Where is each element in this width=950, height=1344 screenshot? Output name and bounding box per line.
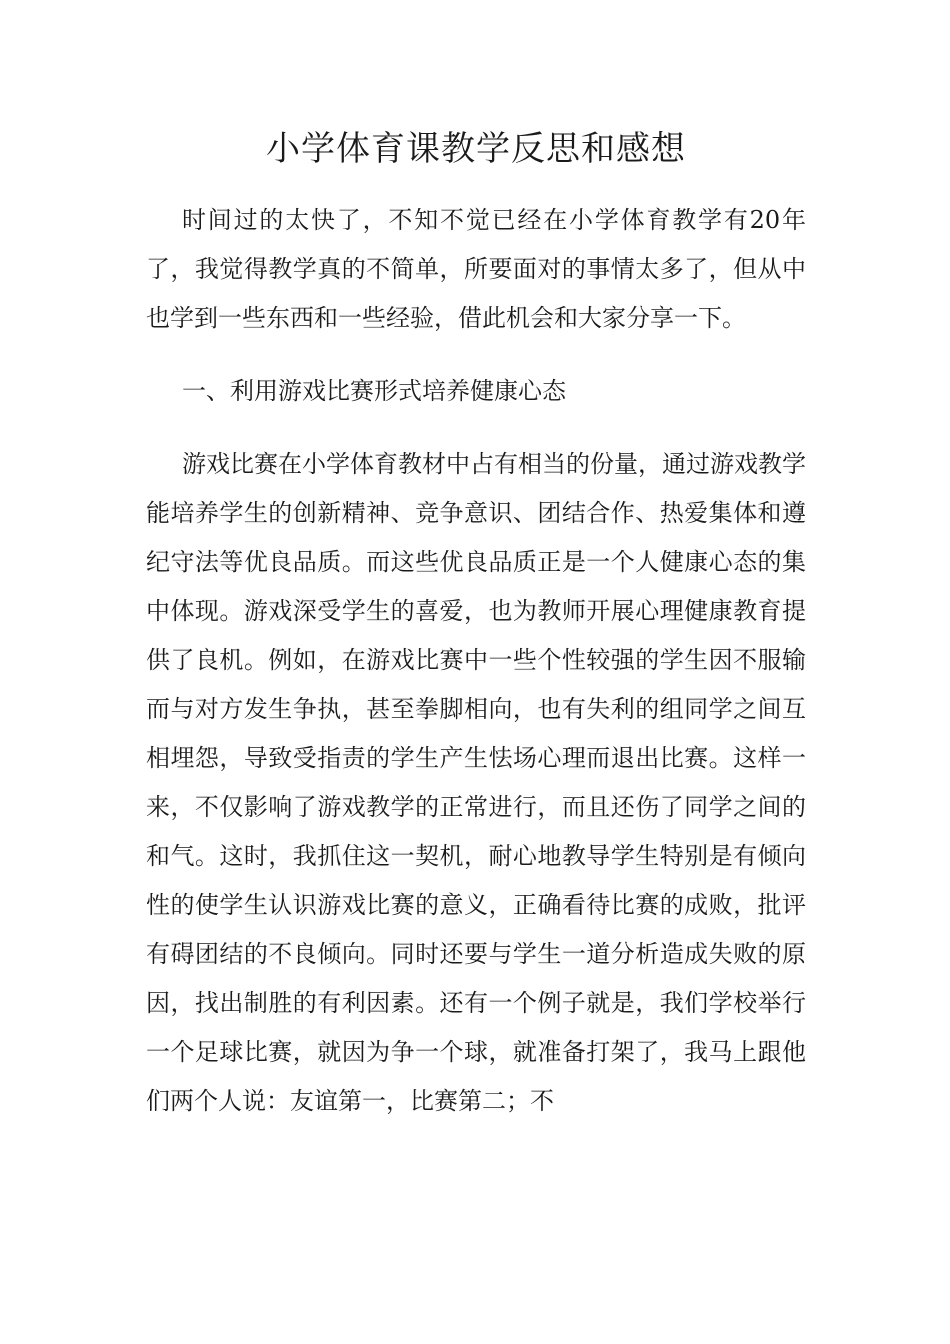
document-title: 小学体育课教学反思和感想 (266, 129, 686, 169)
body-paragraph: 游戏比赛在小学体育教材中占有相当的份量，通过游戏教学能培养学生的创新精神、竞争意识、团结合作、热爱集体和遵纪守法等优良品质。而这些优良品质正是一个人健康心态的集中体现。游戏深受学生的喜爱，也为教师开展心理健康教育提供了良机。例如，在游戏比赛中一些个性较强的学生因不服输而与对方发生争执，甚至拳脚相向，也有失利的组同学之间互相埋怨，导致受指责的学生产生怯场心理而退出比赛。这样一来，不仅影响了游戏教学的正常进行，而且还伤了同学之间的和气。这时，我抓住这一契机，耐心地教导学生特别是有倾向性的使学生认识游戏比赛的意义，正确看待比赛的成败，批评有碍团结的不良倾向。同时还要与学生一道分析造成失败的原因，找出制胜的有利因素。还有一个例子就是，我们学校举行一个足球比赛，就因为争一个球，就准备打架了，我马上跟他们两个人说：友谊第一，比赛第二；不 (146, 450, 806, 1115)
intro-paragraph: 时间过的太快了，不知不觉已经在小学体育教学有20年了，我觉得教学真的不简单，所要面对的事情太多了，但从中也学到一些东西和一些经验，借此机会和大家分享一下。 (146, 206, 806, 332)
section-heading: 一、利用游戏比赛形式培养健康心态 (182, 377, 566, 405)
document-page (146, 124, 806, 1126)
